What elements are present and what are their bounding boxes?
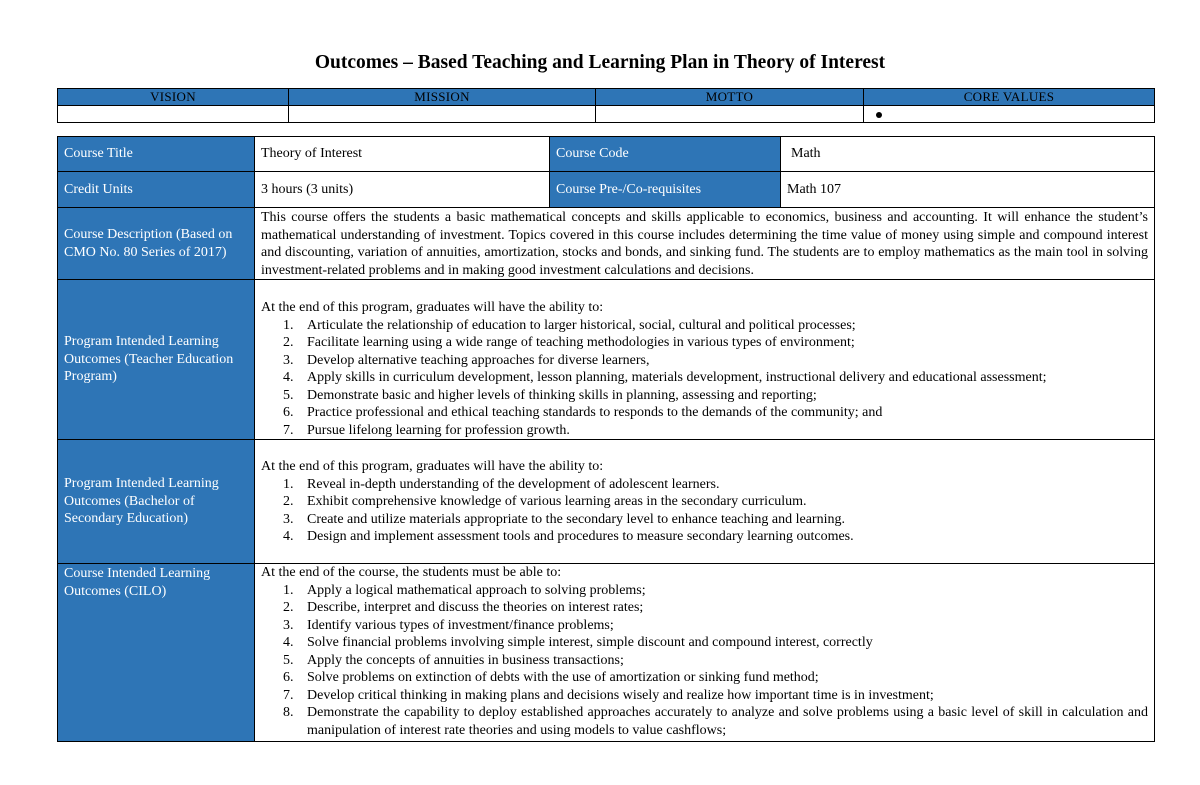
pilo-ted-label: Program Intended Learning Outcomes (Teacher Education Program): [58, 280, 255, 440]
list-item: [261, 687, 1148, 705]
list-item-number: 4.: [283, 635, 294, 650]
list-item-number: 2.: [283, 335, 294, 350]
course-description-value: This course offers the students a basic mathematical concepts and skills applicable to economics, business and accounting. It will enhance the student’s mathematical understanding of investment. Topics covered in this course includes determining the time value of money using simple and compound interest and discounting, variation of annuities, amortization, stocks and bonds, and sinking fund. The students are to employ mathematics as the main tool in solving investment-related problems and in making good investment calculations and decisions.: [255, 208, 1155, 280]
core-values-header: CORE VALUES: [864, 89, 1155, 106]
list-item: [261, 704, 1148, 739]
list-item: [261, 669, 1148, 687]
page-title: Outcomes – Based Teaching and Learning Plan in Theory of Interest: [314, 52, 886, 73]
list-item-number: 7.: [283, 687, 294, 703]
pilo-bsed-list: [261, 476, 1148, 546]
vision-header: VISION: [58, 89, 289, 106]
cilo-row: [58, 564, 1155, 742]
list-item-number: 7.: [283, 422, 294, 438]
cilo-intro: At the end of the course, the students must be able to:: [261, 565, 562, 580]
list-item: [261, 528, 1148, 546]
list-item-text: Solve problems on extinction of debts with the use of amortization or sinking fund method;: [307, 670, 819, 685]
list-item: [261, 317, 1148, 335]
list-item: [261, 404, 1148, 422]
list-item-number: 4.: [283, 370, 294, 385]
mission-cell: [289, 106, 596, 123]
course-description-row: [58, 208, 1155, 280]
list-item-number: 3.: [283, 511, 294, 527]
list-item: [261, 599, 1148, 617]
list-item-text: Apply a logical mathematical approach to solving problems;: [307, 582, 646, 598]
list-item-number: 2.: [283, 494, 294, 509]
list-item-text: Solve financial problems involving simple interest, simple discount and compound interest, correctly: [307, 635, 873, 650]
list-item: [261, 334, 1148, 352]
list-item: [261, 652, 1148, 670]
motto-cell: [596, 106, 864, 123]
list-item: [261, 387, 1148, 405]
list-item-text: Articulate the relationship of education to larger historical, social, cultural and political processes;: [307, 317, 856, 333]
list-item: [261, 634, 1148, 652]
course-title-value: Theory of Interest: [255, 137, 550, 172]
list-item-text: Describe, interpret and discuss the theories on interest rates;: [307, 600, 644, 615]
list-item: [261, 352, 1148, 370]
list-item-text: Demonstrate basic and higher levels of thinking skills in planning, assessing and reporting;: [307, 387, 817, 403]
list-item: [261, 511, 1148, 529]
pilo-bsed-intro: At the end of this program, graduates will have the ability to:: [261, 459, 604, 474]
list-item-text: Develop alternative teaching approaches for diverse learners,: [307, 352, 650, 368]
pilo-ted-list: [261, 317, 1148, 440]
prereq-label: Course Pre-/Co-requisites: [550, 172, 781, 208]
vision-mission-table: [57, 88, 1155, 123]
list-item-number: 5.: [283, 652, 294, 668]
list-item-number: 6.: [283, 405, 294, 420]
list-item-text: Pursue lifelong learning for profession growth.: [307, 422, 570, 438]
list-item-text: Demonstrate the capability to deploy established approaches accurately to analyze and solve problems using a basic level of skill in calculation and manipulation of interest rate theories and using models to value cashflows;: [307, 705, 1148, 738]
vmtable-value-row: [58, 106, 1155, 123]
list-item: [261, 582, 1148, 600]
list-item-text: Design and implement assessment tools and procedures to measure secondary learning outcomes.: [307, 529, 854, 544]
pilo-ted-intro: At the end of this program, graduates will have the ability to:: [261, 300, 604, 315]
list-item-number: 4.: [283, 529, 294, 544]
vmtable-header-row: [58, 89, 1155, 106]
course-code-value: Math: [781, 137, 1155, 172]
list-item: [261, 617, 1148, 635]
list-item-text: Exhibit comprehensive knowledge of various learning areas in the secondary curriculum.: [307, 494, 807, 509]
list-item-text: Facilitate learning using a wide range of teaching methodologies in various types of environment;: [307, 335, 855, 350]
course-code-label: Course Code: [550, 137, 781, 172]
course-description-label: Course Description (Based on CMO No. 80 Series of 2017): [58, 208, 255, 280]
list-item-text: Apply skills in curriculum development, lesson planning, materials development, instructional delivery and educational assessment;: [307, 370, 1047, 385]
course-title-row: [58, 137, 1155, 172]
list-item-number: 6.: [283, 670, 294, 685]
list-item: [261, 493, 1148, 511]
list-item-number: 1.: [283, 476, 294, 492]
list-item: [261, 422, 1148, 440]
pilo-ted-row: [58, 280, 1155, 440]
list-item-text: Develop critical thinking in making plans and decisions wisely and realize how important time is in investment;: [307, 687, 934, 703]
motto-header: MOTTO: [596, 89, 864, 106]
list-item-number: 5.: [283, 387, 294, 403]
list-item-number: 2.: [283, 600, 294, 615]
pilo-ted-content: [255, 280, 1155, 440]
list-item-text: Reveal in-depth understanding of the development of adolescent learners.: [307, 476, 720, 492]
bullet-icon: [876, 112, 882, 118]
pilo-bsed-row: [58, 440, 1155, 564]
list-item: [261, 369, 1148, 387]
cilo-list: [261, 582, 1148, 740]
list-item-text: Identify various types of investment/finance problems;: [307, 617, 614, 633]
prereq-value: Math 107: [781, 172, 1155, 208]
pilo-bsed-content: [255, 440, 1155, 564]
core-values-cell: [864, 106, 1155, 123]
mission-header: MISSION: [289, 89, 596, 106]
credit-units-label: Credit Units: [58, 172, 255, 208]
course-title-label: Course Title: [58, 137, 255, 172]
credit-units-value: 3 hours (3 units): [255, 172, 550, 208]
list-item-number: 1.: [283, 582, 294, 598]
list-item-number: 8.: [283, 705, 294, 720]
cilo-content: [255, 564, 1155, 742]
vision-cell: [58, 106, 289, 123]
list-item-text: Create and utilize materials appropriate to the secondary level to enhance teaching and learning.: [307, 511, 845, 527]
list-item-number: 3.: [283, 617, 294, 633]
list-item: [261, 476, 1148, 494]
course-info-table: [57, 136, 1155, 742]
list-item-text: Apply the concepts of annuities in business transactions;: [307, 652, 624, 668]
list-item-text: Practice professional and ethical teaching standards to responds to the demands of the community; and: [307, 405, 883, 420]
list-item-number: 1.: [283, 317, 294, 333]
cilo-label: Course Intended Learning Outcomes (CILO): [58, 564, 255, 742]
list-item-number: 3.: [283, 352, 294, 368]
pilo-bsed-label: Program Intended Learning Outcomes (Bachelor of Secondary Education): [58, 440, 255, 564]
credit-units-row: [58, 172, 1155, 208]
